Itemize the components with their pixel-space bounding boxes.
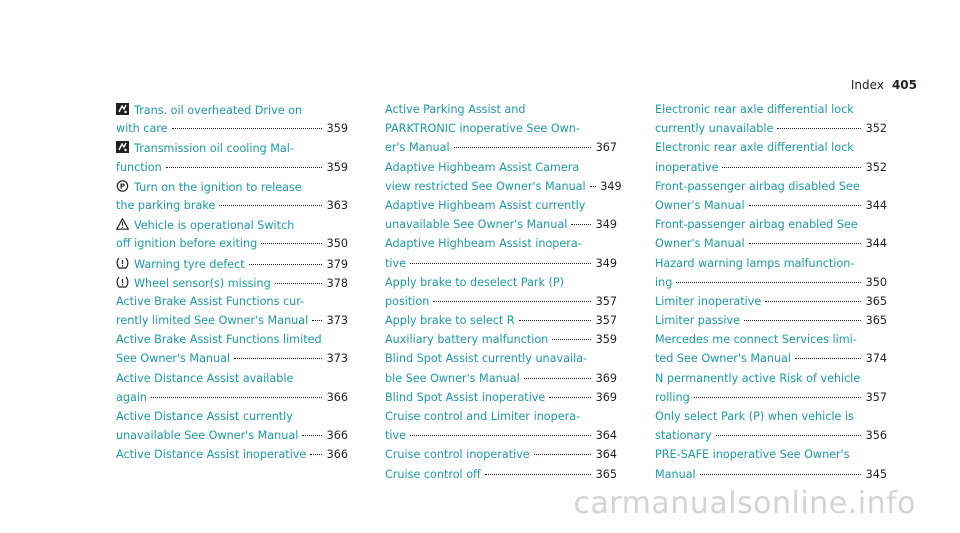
- entry-line: [385, 218, 617, 237]
- entry-text[interactable]: [116, 103, 302, 117]
- entry-text-content: er's Manual: [385, 141, 450, 155]
- page-header: [851, 78, 917, 92]
- index-entry[interactable]: [116, 103, 348, 141]
- leader-dots: [777, 128, 861, 129]
- entry-text-content: ing: [655, 275, 673, 289]
- entry-line: [655, 103, 887, 122]
- page-ref[interactable]: 357: [595, 314, 617, 328]
- entry-text[interactable]: [385, 448, 530, 461]
- index-column-2: [385, 103, 622, 487]
- entry-line: [655, 410, 887, 429]
- entry-line: [116, 161, 348, 180]
- entry-line: [116, 180, 348, 199]
- entry-text-content: Limiter passive: [655, 314, 740, 328]
- entry-line: [385, 429, 617, 448]
- entry-line: [655, 276, 887, 295]
- leader-dots: [410, 263, 591, 264]
- entry-text[interactable]: [116, 391, 147, 404]
- entry-line: [116, 295, 348, 314]
- leader-dots: [552, 339, 591, 340]
- page-ref[interactable]: 356: [865, 429, 887, 443]
- page-ref[interactable]: 357: [865, 390, 887, 404]
- entry-text[interactable]: [116, 199, 215, 212]
- entry-line: [655, 218, 887, 237]
- entry-text-content: Adaptive Highbeam Assist inopera-: [385, 237, 582, 251]
- entry-text-content: tive: [385, 256, 406, 270]
- leader-dots: [549, 397, 591, 398]
- index-entry[interactable]: [385, 352, 617, 390]
- leader-dots: [302, 435, 322, 436]
- entry-text-content: off ignition before exiting: [116, 237, 258, 251]
- entry-text-content: ted See Owner's Manual: [655, 352, 791, 366]
- entry-text[interactable]: [116, 161, 162, 174]
- entry-text[interactable]: [116, 295, 304, 308]
- entry-text-content: Adaptive Highbeam Assist currently: [385, 198, 586, 212]
- leader-dots: [765, 301, 861, 302]
- page-ref[interactable]: 378: [326, 276, 348, 290]
- entry-text[interactable]: [655, 257, 854, 270]
- leader-dots: [485, 474, 591, 475]
- entry-text[interactable]: [655, 103, 854, 116]
- entry-text[interactable]: [655, 122, 773, 135]
- entry-line: [385, 257, 617, 276]
- page-ref[interactable]: 357: [595, 294, 617, 308]
- parking-brake-icon: [116, 180, 129, 192]
- entry-text[interactable]: [655, 161, 718, 174]
- entry-text-content: rolling: [655, 390, 690, 404]
- page-ref[interactable]: 366: [326, 429, 348, 443]
- entry-text[interactable]: [385, 257, 406, 270]
- entry-line: [655, 295, 887, 314]
- leader-dots: [590, 186, 596, 187]
- tire-pressure-icon: [116, 257, 129, 269]
- entry-text[interactable]: [655, 448, 850, 461]
- entry-text[interactable]: [385, 468, 481, 481]
- entry-line: [655, 199, 887, 218]
- leader-dots: [261, 243, 322, 244]
- index-entry[interactable]: [385, 237, 617, 275]
- entry-text-content: Owner's Manual: [655, 237, 745, 251]
- page-ref[interactable]: 359: [326, 160, 348, 174]
- entry-text[interactable]: [655, 218, 858, 231]
- entry-line: [116, 333, 348, 352]
- page-ref[interactable]: 364: [595, 448, 617, 462]
- leader-dots: [571, 224, 591, 225]
- entry-text[interactable]: [116, 257, 245, 271]
- leader-dots: [310, 454, 322, 455]
- page-ref[interactable]: 374: [865, 352, 887, 366]
- entry-text-content: unavailable See Owner's Manual: [116, 429, 299, 443]
- entry-text-content: Apply brake to deselect Park (P): [385, 275, 564, 289]
- entry-text-content: Blind Spot Assist currently unavaila-: [385, 352, 588, 366]
- entry-text[interactable]: [655, 295, 761, 308]
- page-ref[interactable]: 349: [600, 179, 622, 193]
- entry-text-content: PRE-SAFE inoperative See Owner's: [655, 448, 850, 462]
- entry-text-content: PARKTRONIC inoperative See Own-: [385, 122, 580, 136]
- page-ref[interactable]: 373: [326, 352, 348, 366]
- entry-line: [385, 179, 622, 199]
- warning-triangle-icon: [116, 218, 129, 230]
- entry-text-content: Turn on the ignition to release: [134, 180, 302, 194]
- entry-line: [116, 103, 348, 122]
- entry-text-content: Active Distance Assist available: [116, 371, 294, 385]
- leader-dots: [433, 301, 591, 302]
- entry-text-content: Cruise control off: [385, 467, 481, 481]
- index-entry[interactable]: [385, 391, 617, 410]
- leader-dots: [534, 454, 591, 455]
- index-entry[interactable]: [655, 257, 887, 295]
- entry-text[interactable]: [385, 218, 567, 231]
- index-entry[interactable]: [116, 257, 348, 276]
- entry-line: [385, 161, 617, 180]
- entry-text[interactable]: [385, 333, 548, 346]
- leader-dots: [249, 264, 322, 265]
- entry-text[interactable]: [655, 314, 740, 327]
- entry-line: [385, 199, 617, 218]
- entry-line: [655, 180, 887, 199]
- entry-text[interactable]: [655, 429, 712, 442]
- entry-text-content: again: [116, 390, 148, 404]
- index-entry[interactable]: [655, 448, 887, 486]
- entry-text-content: Active Distance Assist inoperative: [116, 448, 307, 462]
- entry-line: [116, 257, 348, 276]
- entry-line: [116, 352, 348, 371]
- watermark: carmanualsonline.info: [573, 486, 916, 521]
- tire-pressure-icon: [116, 276, 129, 288]
- index-entry[interactable]: [655, 333, 887, 371]
- entry-text[interactable]: [116, 276, 271, 290]
- leader-dots: [151, 397, 322, 398]
- entry-line: [116, 429, 348, 448]
- entry-line: [116, 122, 348, 141]
- index-entry[interactable]: [655, 410, 887, 448]
- index-entry[interactable]: [385, 448, 617, 467]
- entry-text-content: with care: [116, 122, 168, 136]
- page-ref[interactable]: 364: [595, 429, 617, 443]
- page-ref[interactable]: 366: [326, 390, 348, 404]
- entry-text-content: ble See Owner's Manual: [385, 371, 520, 385]
- entry-line: [655, 352, 887, 371]
- entry-text[interactable]: [655, 468, 696, 481]
- entry-text[interactable]: [655, 352, 791, 365]
- entry-line: [385, 333, 617, 352]
- entry-text[interactable]: [116, 352, 230, 365]
- entry-text[interactable]: [385, 410, 580, 423]
- entry-line: [385, 122, 617, 141]
- entry-text-content: Hazard warning lamps malfunction-: [655, 256, 855, 270]
- entry-line: [385, 372, 617, 391]
- index-entry[interactable]: [385, 160, 622, 199]
- page-ref[interactable]: 350: [326, 237, 348, 251]
- index-entry[interactable]: [655, 180, 887, 218]
- index-entry[interactable]: [385, 314, 617, 333]
- entry-text[interactable]: [116, 180, 302, 194]
- entry-text-content: Electronic rear axle differential lock: [655, 103, 854, 116]
- entry-text[interactable]: [385, 103, 525, 116]
- entry-line: [385, 141, 617, 160]
- entry-line: [385, 295, 617, 314]
- entry-line: [655, 257, 887, 276]
- entry-text[interactable]: [385, 180, 586, 193]
- leader-dots: [722, 167, 861, 168]
- entry-text[interactable]: [385, 295, 429, 308]
- entry-text[interactable]: [116, 429, 298, 442]
- entry-text-content: rently limited See Owner's Manual: [116, 314, 309, 328]
- entry-text-content: Transmission oil cooling Mal-: [134, 142, 294, 156]
- index-entry[interactable]: [116, 295, 348, 333]
- page-ref[interactable]: 344: [865, 237, 887, 251]
- leader-dots: [166, 167, 322, 168]
- index-entry[interactable]: [655, 218, 887, 256]
- entry-line: [655, 468, 887, 487]
- entry-text[interactable]: [385, 391, 545, 404]
- entry-text-content: function: [116, 160, 162, 174]
- entry-line: [655, 141, 887, 160]
- entry-text[interactable]: [116, 218, 294, 232]
- entry-text-content: See Owner's Manual: [116, 352, 231, 366]
- entry-line: [385, 410, 617, 429]
- index-column-1: [116, 103, 348, 468]
- leader-dots: [795, 358, 861, 359]
- page-ref[interactable]: 369: [595, 371, 617, 385]
- entry-text[interactable]: [385, 141, 450, 154]
- entry-line: [385, 352, 617, 371]
- entry-text-content: stationary: [655, 429, 712, 443]
- entry-text-content: Cruise control and Limiter inopera-: [385, 410, 581, 423]
- entry-line: [385, 103, 617, 122]
- entry-line: [385, 237, 617, 256]
- page-ref[interactable]: 367: [595, 141, 617, 155]
- entry-line: [655, 391, 887, 410]
- entry-text[interactable]: [116, 410, 293, 423]
- leader-dots: [234, 358, 322, 359]
- page-ref[interactable]: 344: [865, 198, 887, 212]
- index-entry[interactable]: [116, 276, 348, 295]
- entry-text[interactable]: [116, 333, 322, 346]
- page-ref[interactable]: 359: [326, 122, 348, 136]
- entry-text[interactable]: [385, 352, 587, 365]
- entry-text-content: Front-passenger airbag enabled See: [655, 218, 858, 232]
- entry-text[interactable]: [116, 372, 293, 385]
- entry-text[interactable]: [116, 122, 168, 135]
- page-ref[interactable]: 349: [595, 256, 617, 270]
- entry-text-content: Only select Park (P) when vehicle is: [655, 410, 854, 423]
- entry-text-content: position: [385, 294, 430, 308]
- entry-line: [385, 391, 617, 410]
- index-entry[interactable]: [655, 103, 887, 141]
- index-entry[interactable]: [385, 468, 617, 487]
- entry-line: [116, 410, 348, 429]
- page-ref[interactable]: 345: [865, 467, 887, 481]
- leader-dots: [749, 243, 861, 244]
- entry-line: [116, 391, 348, 410]
- leader-dots: [312, 320, 322, 321]
- page-ref[interactable]: 363: [326, 198, 348, 212]
- page-ref[interactable]: 349: [595, 218, 617, 232]
- entry-line: [116, 372, 348, 391]
- index-column-3: [655, 103, 887, 487]
- entry-text[interactable]: [655, 237, 745, 250]
- entry-text-content: Manual: [655, 467, 696, 481]
- entry-text-content: Blind Spot Assist inoperative: [385, 390, 546, 404]
- page-ref[interactable]: 352: [865, 122, 887, 136]
- entry-text[interactable]: [655, 276, 672, 289]
- leader-dots: [716, 435, 861, 436]
- entry-text-content: Active Brake Assist Functions limited: [116, 333, 322, 347]
- page-ref[interactable]: 365: [865, 294, 887, 308]
- entry-text[interactable]: [655, 199, 745, 212]
- entry-text[interactable]: [116, 448, 306, 461]
- leader-dots: [172, 128, 322, 129]
- index-entry[interactable]: [385, 276, 617, 314]
- entry-text-content: currently unavailable: [655, 122, 774, 136]
- entry-line: [116, 237, 348, 256]
- page-number: 405: [891, 78, 917, 92]
- index-entry[interactable]: [385, 103, 617, 161]
- index-entry[interactable]: [385, 410, 617, 448]
- entry-text[interactable]: [385, 161, 579, 174]
- entry-text[interactable]: [655, 141, 854, 154]
- entry-line: [655, 161, 887, 180]
- entry-text-content: Trans. oil overheated Drive on: [134, 104, 303, 117]
- leader-dots: [410, 435, 591, 436]
- page-ref[interactable]: 369: [595, 390, 617, 404]
- entry-text-content: view restricted See Owner's Manual: [385, 179, 586, 193]
- index-entry[interactable]: [655, 295, 887, 314]
- entry-line: [385, 276, 617, 295]
- entry-text-content: Electronic rear axle differential lock: [655, 141, 854, 155]
- entry-text-content: N permanently active Risk of vehicle: [655, 371, 861, 385]
- page-ref[interactable]: 352: [865, 160, 887, 174]
- entry-text-content: unavailable See Owner's Manual: [385, 218, 568, 232]
- entry-text-content: Active Parking Assist and: [385, 103, 526, 116]
- entry-line: [655, 314, 887, 333]
- leader-dots: [524, 378, 591, 379]
- entry-line: [655, 372, 887, 391]
- entry-text[interactable]: [655, 391, 690, 404]
- overheat-icon: [116, 141, 129, 153]
- entry-line: [116, 141, 348, 160]
- entry-text[interactable]: [385, 314, 515, 327]
- index-entry[interactable]: [116, 180, 348, 218]
- page-ref[interactable]: 379: [326, 257, 348, 271]
- leader-dots: [454, 147, 591, 148]
- entry-line: [385, 314, 617, 333]
- entry-text[interactable]: [385, 122, 580, 135]
- entry-text-content: Active Brake Assist Functions cur-: [116, 294, 305, 308]
- index-entry[interactable]: [116, 372, 348, 410]
- leader-dots: [519, 320, 591, 321]
- index-entry[interactable]: [116, 218, 348, 256]
- entry-line: [116, 448, 348, 467]
- page-ref[interactable]: 365: [595, 467, 617, 481]
- entry-line: [655, 448, 887, 467]
- entry-text[interactable]: [116, 141, 294, 155]
- index-entry[interactable]: [385, 199, 617, 237]
- entry-text-content: Wheel sensor(s) missing: [134, 276, 271, 290]
- entry-text-content: Auxiliary battery malfunction: [385, 333, 549, 347]
- entry-text[interactable]: [116, 314, 308, 327]
- index-entry[interactable]: [116, 448, 348, 467]
- entry-text-content: Apply brake to select R: [385, 314, 515, 328]
- overheat-icon: [116, 103, 129, 115]
- entry-text[interactable]: [116, 237, 257, 250]
- index-entry[interactable]: [655, 314, 887, 333]
- entry-text-content: Cruise control inoperative: [385, 448, 530, 462]
- entry-text-content: Adaptive Highbeam Assist Camera: [385, 160, 580, 174]
- page-ref[interactable]: 359: [595, 333, 617, 347]
- entry-line: [385, 468, 617, 487]
- entry-line: [655, 429, 887, 448]
- entry-text[interactable]: [385, 199, 585, 212]
- entry-text[interactable]: [655, 333, 857, 346]
- leader-dots: [749, 205, 861, 206]
- entry-line: [116, 199, 348, 218]
- entry-text-content: Active Distance Assist currently: [116, 410, 293, 423]
- index-entry[interactable]: [655, 372, 887, 410]
- leader-dots: [694, 397, 861, 398]
- entry-text-content: Mercedes me connect Services limi-: [655, 333, 857, 347]
- leader-dots: [219, 205, 322, 206]
- index-entry[interactable]: [116, 410, 348, 448]
- page-ref[interactable]: 365: [865, 314, 887, 328]
- leader-dots: [676, 282, 861, 283]
- entry-text-content: inoperative: [655, 160, 719, 174]
- entry-text[interactable]: [655, 410, 854, 423]
- leader-dots: [275, 283, 322, 284]
- entry-text-content: Front-passenger airbag disabled See: [655, 179, 860, 193]
- page-ref[interactable]: 366: [326, 448, 348, 462]
- index-title: Index: [850, 78, 884, 92]
- entry-text[interactable]: [385, 237, 582, 250]
- index-entry[interactable]: [116, 333, 348, 371]
- entry-line: [116, 314, 348, 333]
- entry-text-content: the parking brake: [116, 198, 216, 212]
- entry-text-content: Vehicle is operational Switch: [134, 219, 295, 233]
- entry-line: [116, 276, 348, 295]
- entry-text[interactable]: [655, 372, 860, 385]
- page-ref[interactable]: 373: [326, 314, 348, 328]
- leader-dots: [744, 320, 861, 321]
- entry-text[interactable]: [385, 276, 564, 289]
- entry-line: [655, 333, 887, 352]
- index-entry[interactable]: [385, 333, 617, 352]
- index-entry[interactable]: [116, 141, 348, 179]
- entry-text[interactable]: [655, 180, 860, 193]
- leader-dots: [700, 474, 861, 475]
- entry-text-content: Warning tyre defect: [134, 257, 245, 271]
- entry-text-content: Owner's Manual: [655, 198, 745, 212]
- entry-text[interactable]: [385, 429, 406, 442]
- entry-text[interactable]: [385, 372, 520, 385]
- svg-text:P: P: [119, 182, 126, 191]
- entry-text-content: tive: [385, 429, 406, 443]
- entry-line: [116, 218, 348, 237]
- entry-line: [655, 237, 887, 256]
- entry-line: [655, 122, 887, 141]
- entry-line: [385, 448, 617, 467]
- page-ref[interactable]: 350: [865, 275, 887, 289]
- entry-text-content: Limiter inoperative: [655, 294, 762, 308]
- index-entry[interactable]: [655, 141, 887, 179]
